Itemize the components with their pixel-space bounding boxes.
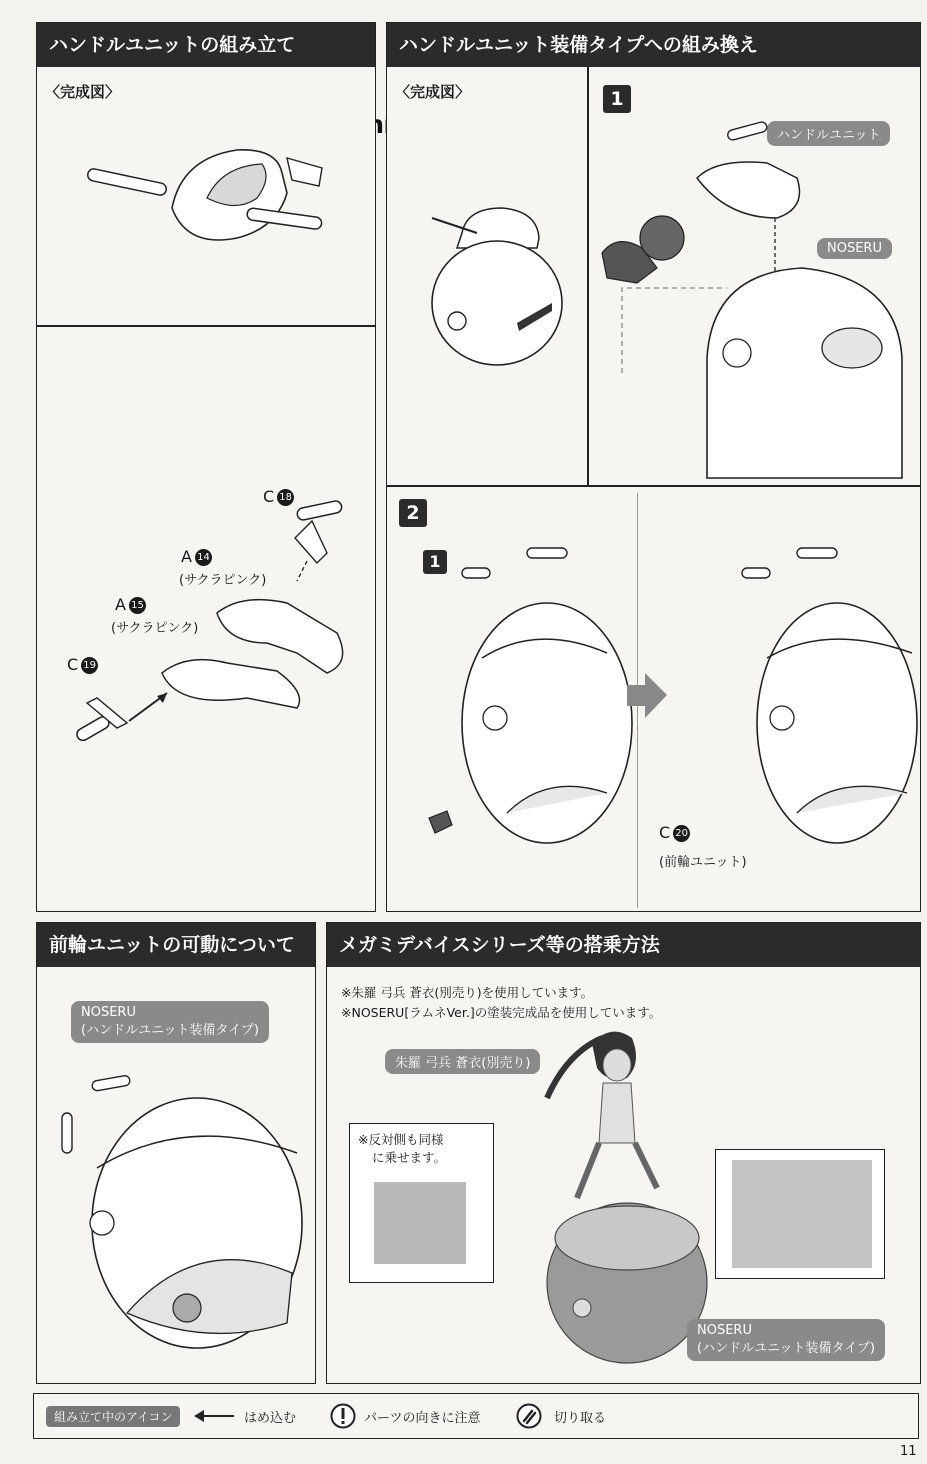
front-wheel-title: 前輪ユニットの可動について	[37, 923, 315, 967]
step-1-badge: 1	[603, 85, 631, 113]
completed-label: 〈完成図〉	[45, 83, 121, 101]
handle-assembly-title: ハンドルユニットの組み立て	[37, 23, 375, 67]
handle-swap-title: ハンドルユニット装備タイプへの組み換え	[387, 23, 920, 67]
legend-text-orientation: パーツの向きに注意	[364, 1411, 481, 1426]
detail-photo	[732, 1160, 872, 1268]
riding-panel	[326, 922, 921, 1384]
other-side-line-1: ※反対側も同様	[358, 1132, 444, 1147]
handle-unit-tag: ハンドルユニット	[767, 121, 890, 146]
legend-text-cut: 切り取る	[554, 1411, 607, 1426]
legend-text-insert: はめ込む	[244, 1411, 297, 1426]
part-letter: A	[181, 547, 192, 566]
step2-after-illustration	[737, 543, 917, 843]
tag-line-2: (ハンドルユニット装備タイプ)	[697, 1341, 875, 1356]
part-label-a14	[181, 547, 212, 566]
figure-tag: 朱羅 弓兵 蒼衣(別売り)	[385, 1049, 540, 1074]
exclamation-icon	[330, 1403, 356, 1429]
part-note-a14: (サクラピンク)	[179, 573, 267, 588]
part-number-badge: 18	[277, 489, 294, 506]
part-number-badge: 14	[195, 549, 212, 566]
part-letter: C	[659, 823, 671, 842]
part-letter: C	[263, 487, 275, 506]
front-wheel-illustration	[57, 1073, 307, 1353]
part-letter: C	[67, 655, 79, 674]
riding-title: メガミデバイスシリーズ等の搭乗方法	[327, 923, 920, 967]
riding-note-1: ※朱羅 弓兵 蒼衣(別売り)を使用しています。	[341, 985, 594, 1000]
icon-legend	[33, 1393, 919, 1439]
step-2-sub-badge: 1	[423, 550, 447, 574]
page-number: 11	[900, 1444, 917, 1459]
part-number-badge: 19	[81, 657, 98, 674]
part-label-a15	[115, 595, 146, 614]
detail-callout	[715, 1149, 885, 1279]
step-2-badge: 2	[399, 499, 427, 527]
panel-divider	[587, 67, 589, 487]
nipper-icon	[516, 1403, 542, 1429]
step1-illustration	[597, 118, 917, 478]
panel-divider	[387, 485, 920, 487]
front-wheel-panel	[36, 922, 316, 1384]
panel-divider	[37, 325, 375, 327]
handle-swap-panel	[386, 22, 921, 912]
legend-label: 組み立て中のアイコン	[46, 1406, 180, 1427]
part-letter: A	[115, 595, 126, 614]
other-side-line-2: に乗せます。	[372, 1150, 447, 1165]
noseru-completed-illustration	[427, 193, 557, 363]
step2-before-illustration	[417, 543, 627, 843]
noseru-riding-tag	[687, 1319, 885, 1361]
handle-assembly-panel	[36, 22, 376, 912]
riding-note-2: ※NOSERU[ラムネVer.]の塗装完成品を使用しています。	[341, 1005, 662, 1020]
part-note-c20: (前輪ユニット)	[659, 855, 747, 870]
arrow-icon	[194, 1409, 234, 1423]
part-number-badge: 15	[129, 597, 146, 614]
part-note-a15: (サクラピンク)	[111, 621, 199, 636]
riding-figure-illustration	[507, 1023, 717, 1373]
completed-label: 〈完成図〉	[395, 83, 471, 101]
next-arrow-icon	[627, 673, 667, 718]
part-label-c19	[67, 655, 98, 674]
handle-unit-illustration	[87, 138, 337, 278]
tag-line-1: NOSERU	[697, 1323, 752, 1338]
noseru-tag: NOSERU	[817, 238, 892, 259]
tag-line-2: (ハンドルユニット装備タイプ)	[81, 1023, 259, 1038]
part-label-c20	[659, 823, 690, 842]
part-label-c18	[263, 487, 294, 506]
other-side-callout	[349, 1123, 494, 1283]
noseru-handle-tag	[71, 1001, 269, 1043]
part-number-badge: 20	[673, 825, 690, 842]
other-side-photo	[374, 1182, 466, 1264]
watermark: Scanned	[318, 110, 435, 139]
tag-line-1: NOSERU	[81, 1005, 136, 1020]
